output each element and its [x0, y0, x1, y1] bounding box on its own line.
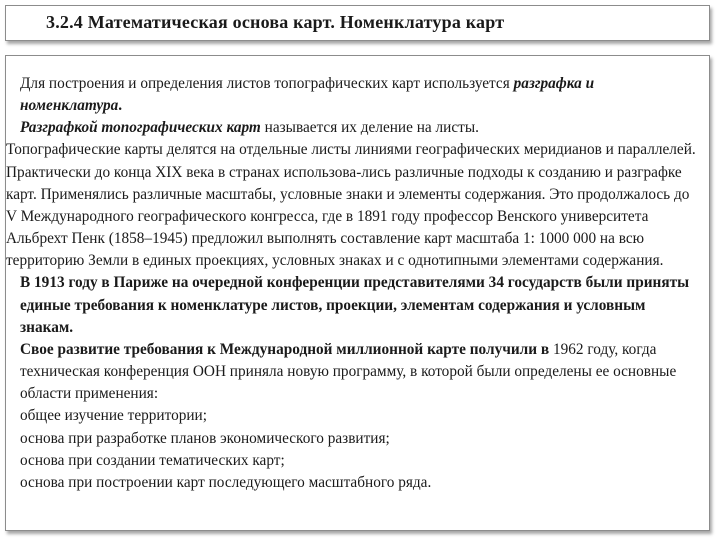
page-title: 3.2.4 Математическая основа карт. Номенклатура карт	[46, 12, 505, 32]
body-text	[6, 73, 696, 494]
p5-text: 1962 году, когда техническая конференция ООН приняла новую программу, в которой были определены ее основные области применения:	[20, 340, 677, 403]
content-panel	[5, 55, 710, 531]
paragraph-5	[6, 339, 696, 405]
list-item: основа при создании тематических карт;	[20, 451, 285, 469]
paragraph-3: Топографические карты делятся на отдельные листы линиями географических меридианов и параллелей. Практически до конца XIX века в странах использова-лись различные подходы к созданию и разграфке карт. Применялись различные масштабы, условные знаки и элементы содержания. Это продолжалось до V Международного географического конгресса, где в 1891 году профессор Венского университета Альбрехт Пенк (1858–1945) предложил выполнять составление карт масштаба 1: 1000 000 на всю территорию Земли в единых проекциях, условных знаках и с однотипными элементами содержания.	[6, 141, 696, 270]
p1-end: .	[118, 97, 123, 115]
list-item: основа при построении карт последующего масштабного ряда.	[20, 473, 432, 491]
p2-emphasis: Разграфкой топографических карт	[20, 119, 261, 137]
p2-text: называется их деление на листы.	[260, 119, 479, 137]
p5-bold: Свое развитие требования к Международной миллионной карте получили в	[20, 340, 550, 358]
paragraph-1	[6, 73, 696, 117]
paragraph-2	[6, 117, 696, 139]
list-item: основа при разработке планов экономического развития;	[20, 429, 390, 447]
paragraph-4: В 1913 году в Париже на очередной конференции представителями 34 государств были приняты единые требования к номенклатуре листов, проекции, элементам содержания и условным знакам.	[20, 274, 690, 336]
p1-emphasis: разграфка и номенклатура	[20, 75, 595, 115]
list-item: общее изучение территории;	[20, 407, 207, 425]
title-bar	[5, 5, 710, 41]
p1-text: Для построения и определения листов топографических карт используется	[20, 75, 514, 92]
